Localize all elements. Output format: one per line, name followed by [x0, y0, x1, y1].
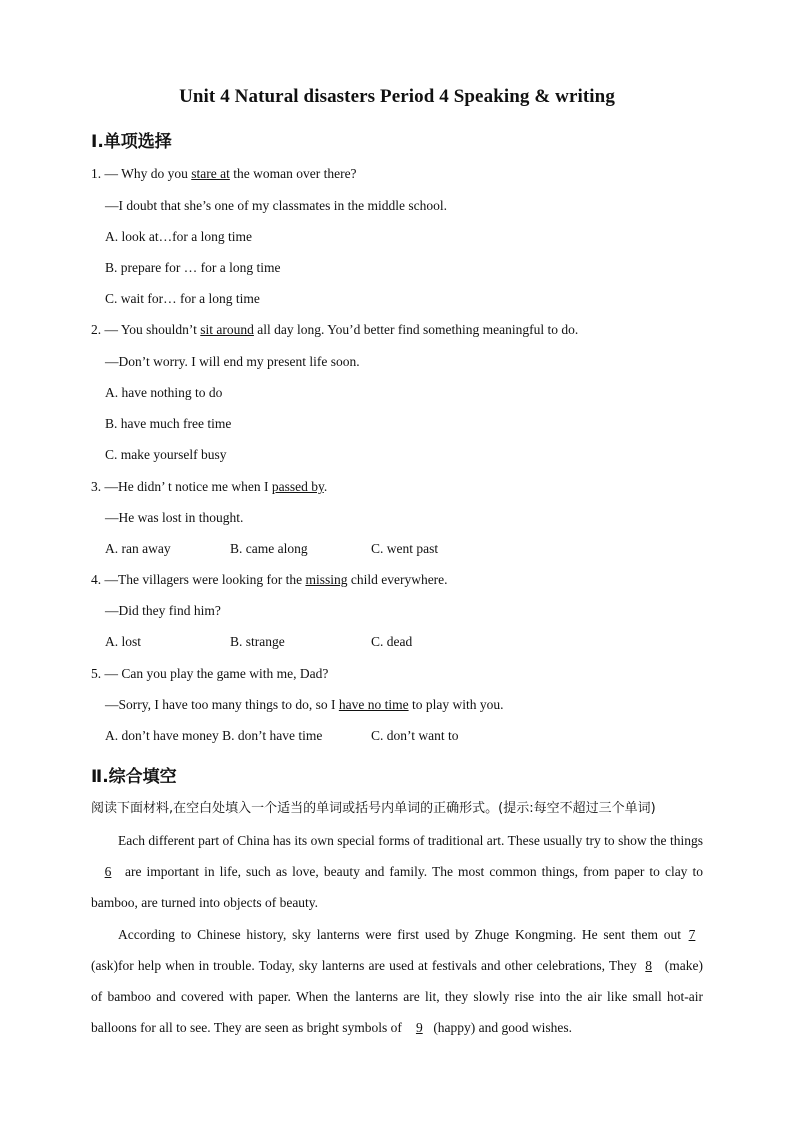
question-2-reply: —Don’t worry. I will end my present life soon. — [105, 354, 360, 369]
blank-8[interactable]: 8 — [645, 958, 653, 973]
question-2: 2. — You shouldn’t sit around all day long. You’d better find something meaningful to do. — [91, 322, 579, 337]
passage-paragraph-2: According to Chinese history, sky lanterns were first used by Zhuge Kongming. He sent them out 7 (ask)for help when in trouble. Today, sky lanterns are used at festivals and other celebrations, They 8 (make) of bamboo and covered with paper. When the lanterns are lit, they slowly rise into the air like small hot-air balloons for all to see. They are seen as bright symbols of 9 (happy) and good wishes. — [91, 919, 703, 1043]
question-2-option-b: B. have much free time — [105, 416, 232, 431]
underlined-phrase: sit around — [200, 322, 254, 337]
question-1-option-c: C. wait for… for a long time — [105, 291, 260, 306]
question-3-reply: —He was lost in thought. — [105, 510, 244, 525]
question-4-option-b: B. strange — [230, 634, 285, 649]
question-3: 3. —He didn’ t notice me when I passed by. — [91, 479, 328, 494]
section-2-heading: Ⅱ.综合填空 — [91, 767, 177, 787]
section-2-instruction: 阅读下面材料,在空白处填入一个适当的单词或括号内单词的正确形式。(提示:每空不超过三个单词) — [91, 801, 656, 816]
blank-6[interactable]: 6 — [104, 864, 112, 879]
question-3-option-b: B. came along — [230, 541, 308, 556]
question-5-option-c: C. don’t want to — [371, 728, 459, 743]
blank-9[interactable]: 9 — [415, 1020, 423, 1035]
question-1-option-b: B. prepare for … for a long time — [105, 260, 281, 275]
question-5-option-a: A. don’t have money — [105, 728, 219, 743]
underlined-phrase: passed by — [271, 479, 324, 494]
question-4-option-a: A. lost — [105, 634, 142, 649]
question-5: 5. — Can you play the game with me, Dad? — [91, 666, 329, 681]
underlined-phrase: have no time — [338, 697, 409, 712]
question-1: 1. — Why do you stare at the woman over there? — [91, 166, 357, 181]
question-5-options — [105, 727, 505, 745]
question-5-reply: —Sorry, I have too many things to do, so I have no time to play with you. — [105, 697, 504, 712]
question-4: 4. —The villagers were looking for the missing child everywhere. — [91, 572, 448, 587]
underlined-phrase: missing — [305, 572, 348, 587]
question-3-option-c: C. went past — [371, 541, 439, 556]
question-1-option-a: A. look at…for a long time — [105, 229, 252, 244]
question-3-option-a: A. ran away — [105, 541, 171, 556]
page-title: Unit 4 Natural disasters Period 4 Speaking & writing — [179, 86, 615, 107]
blank-7[interactable]: 7 — [688, 927, 696, 942]
question-2-option-c: C. make yourself busy — [105, 447, 227, 462]
section-1-heading: Ⅰ.单项选择 — [91, 132, 172, 152]
question-1-reply: —I doubt that she’s one of my classmates in the middle school. — [105, 198, 447, 213]
question-4-reply: —Did they find him? — [105, 603, 221, 618]
question-4-option-c: C. dead — [371, 634, 413, 649]
question-4-options — [105, 633, 505, 651]
question-5-option-b: B. don’t have time — [222, 728, 323, 743]
question-2-option-a: A. have nothing to do — [105, 385, 223, 400]
passage-paragraph-1: Each different part of China has its own special forms of traditional art. These usually try to show the things6 are important in life, such as love, beauty and family. The most common things, from paper to clay to bamboo, are turned into objects of beauty. — [91, 833, 703, 910]
question-3-options — [105, 540, 505, 558]
underlined-phrase: stare at — [191, 166, 230, 181]
